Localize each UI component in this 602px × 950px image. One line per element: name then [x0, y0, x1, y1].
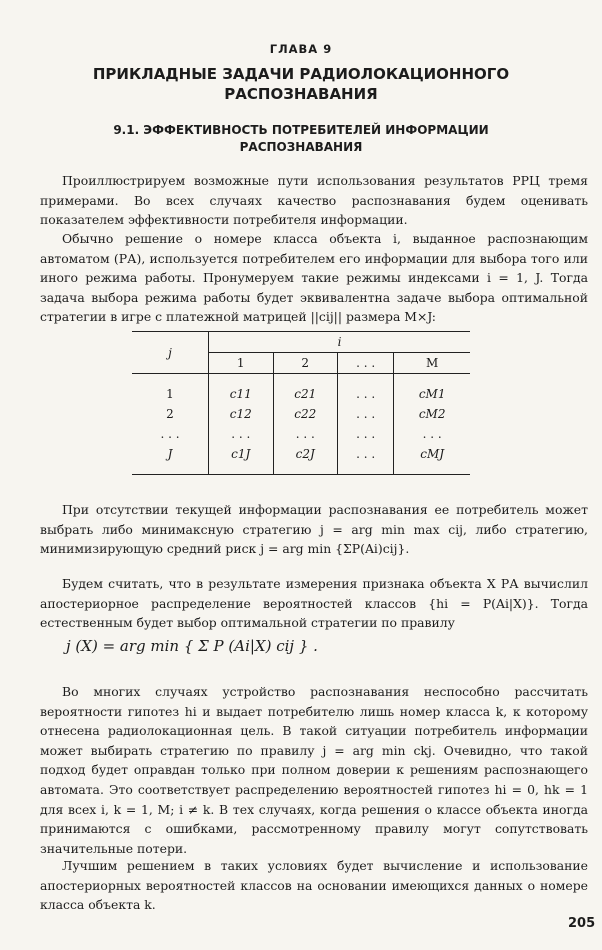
table-cell: 2 [166, 407, 174, 421]
table-cell: cM2 [394, 404, 470, 424]
chapter-heading: ГЛАВА 9 [269, 42, 333, 56]
table-cell: c22 [273, 404, 338, 424]
table-cell: 1 [166, 387, 174, 401]
table-cell: . . . [338, 424, 394, 444]
table-cell: . . . [338, 374, 394, 405]
column-header-i: i [209, 332, 471, 353]
table-cell: cMJ [394, 444, 470, 475]
payoff-matrix-table [132, 331, 470, 475]
table-header-cell: 2 [273, 353, 338, 374]
table-cell: cM1 [394, 374, 470, 405]
chapter-title [40, 64, 562, 104]
table-row [132, 404, 470, 424]
table-cell: . . . [338, 404, 394, 424]
table-row [132, 374, 470, 405]
section-title-line-1: 9.1. ЭФФЕКТИВНОСТЬ ПОТРЕБИТЕЛЕЙ ИНФОРМАЦИИ [113, 123, 489, 137]
page-number: 205 [568, 916, 596, 931]
paragraph-3: При отсутствии текущей информации распознавания ее потребитель может выбрать либо минимаксную стратегию j = arg min max cij, либо стратегию, минимизирующую средний риск j = arg min {ΣP(Ai)cij}. [40, 502, 588, 557]
table-row [132, 444, 470, 475]
section-title-line-2: РАСПОЗНАВАНИЯ [239, 140, 363, 154]
table-header-cell: 1 [209, 353, 274, 374]
paragraph-2: Обычно решение о номере класса объекта i, выданное распознающим автоматом (РА), используется потребителем его информации для выбора того или иного режима работы. Пронумеруем такие режимы индексами i = 1, J. Тогда задача выбора режима работы будет эквивалентна задаче выбора оптимальной стратегии в игре с платежной матрицей ||cij|| размера M×J: [40, 231, 588, 325]
paragraph-6: Лучшим решением в таких условиях будет вычисление и использование апостериорных вероятностей классов на основании имеющихся данных о номере класса объекта k. [40, 858, 588, 913]
table-cell: . . . [338, 444, 394, 475]
table-row [132, 424, 470, 444]
chapter-title-line-1: ПРИКЛАДНЫЕ ЗАДАЧИ РАДИОЛОКАЦИОННОГО [92, 65, 510, 83]
table-cell: c2J [273, 444, 338, 475]
table-cell: . . . [273, 424, 338, 444]
table-cell: c1J [209, 444, 274, 475]
optimal-strategy-formula: j (X) = arg min { Σ P (Ai|X) cij } . [66, 637, 318, 655]
table-cell: . . . [394, 424, 470, 444]
table-header-cell: M [394, 353, 470, 374]
paragraph-1: Проиллюстрируем возможные пути использования результатов РРЦ тремя примерами. Во всех случаях качество распознавания будем оценивать показателем эффективности потребителя информации. [40, 173, 588, 228]
section-title [60, 122, 542, 156]
row-header-j: j [132, 332, 209, 374]
table-cell: c21 [273, 374, 338, 405]
table-cell: c11 [209, 374, 274, 405]
table-cell: . . . [160, 427, 180, 441]
table-header-cell: . . . [338, 353, 394, 374]
chapter-title-line-2: РАСПОЗНАВАНИЯ [224, 85, 378, 103]
paragraph-5: Во многих случаях устройство распознавания неспособно рассчитать вероятности гипотез hi и выдает потребителю лишь номер класса k, к которому отнесена радиолокационная цель. В такой ситуации потребитель информации может выбирать стратегию по правилу j = arg min ckj. Очевидно, что такой подход будет оправдан только при полном доверии к решениям распознающего автомата. Это соответствует распределению вероятностей гипотез hi = 0, hk = 1 для всех i, k = 1, M; i ≠ k. В тех случаях, когда решения о классе объекта иногда принимаются с ошибками, рассмотренному правилу могут сопутствовать значительные потери. [40, 684, 588, 856]
paragraph-4: Будем считать, что в результате измерения признака объекта X РА вычислил апостериорное распределение вероятностей классов {hi = P(Ai|X)}. Тогда естественным будет выбор оптимальной стратегии по правилу [40, 576, 588, 631]
table-cell: J [132, 444, 209, 475]
table-cell: . . . [209, 424, 274, 444]
table-cell: c12 [209, 404, 274, 424]
